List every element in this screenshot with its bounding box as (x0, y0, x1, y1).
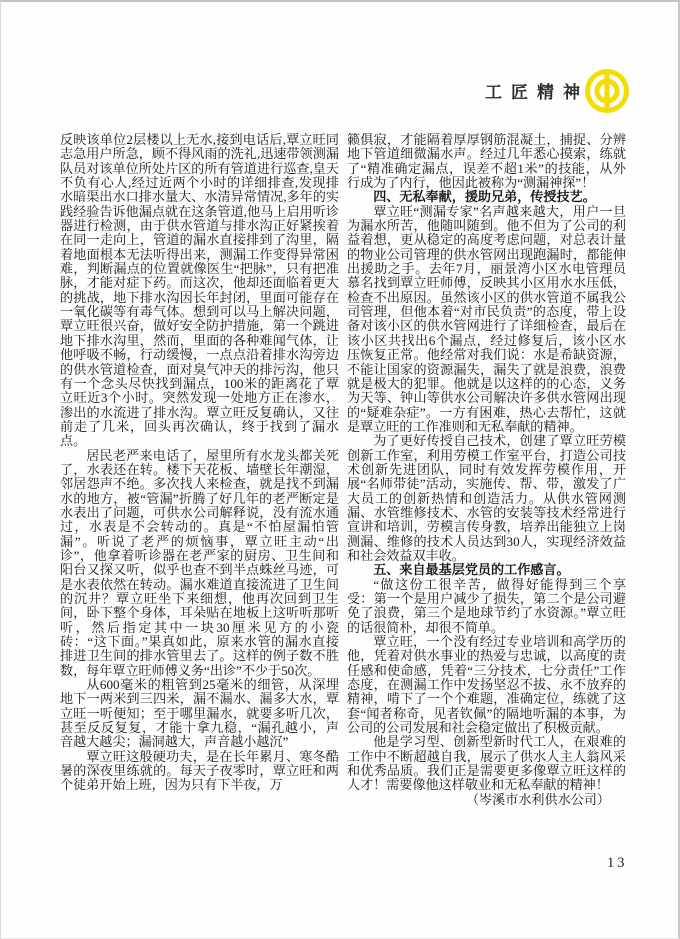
page-header-title: 工匠精神 (485, 83, 589, 102)
section-heading: 四、无私奉献，援助兄弟，传授技艺。 (373, 189, 596, 205)
column-left (60, 133, 339, 833)
body-paragraph: 覃立旺“测漏专家”名声越来越大，用户一旦为漏水所苦，他随叫随到。他不但为了公司的利益着想，更从稳定的高度考虑问题，对总表计量的物业公司管理的供水管网出现跑漏时，都能伸出援助之手。去年7月，丽景湾小区水电管理员慕名找到覃立旺师傅，反映其小区用水水压低，检查不出原因。虽然该小区的供水管道不属我公司管理，但他本着“对市民负责”的态度，带上设备对该小区的供水管网进行了详细检查，最后在该小区共找出6个漏点，经过修复后，该小区水压恢复正常。他经常对我们说：水是希缺资源，不能让国家的资源漏失，漏失了就是浪费，浪费就是极大的犯罪。他就是以这样的的心态，义务为天等、钟山等供水公司解决许多供水管网出现的“疑难杂症”。一方有困难，热心去帮忙，这就是覃立旺的工作准则和无私奉献的精神。 (347, 203, 626, 434)
body-paragraph: 为了更好传授自己技术，创建了覃立旺劳模创新工作室，利用劳模工作室平台，打造公司技术创新先进团队，同时有效发挥劳模作用，开展“名师带徒”活动，实施传、帮、带，激发了广大员工的创新热情和创造活力。从供水管网测漏、水管维修技术、水管的安装等技术经常进行宣讲和培训，劳模言传身教，培养出能独立上岗测漏、维修的技术人员达到30人，实现经济效益和社会效益双丰收。 (347, 433, 626, 563)
section-heading: 五、来自最基层党员的工作感言。 (373, 562, 570, 578)
body-paragraph: 籁俱寂，才能隔着厚厚钢筋混凝土，捕捉、分辨地下管道细微漏水声。经过几年悉心摸索，练就了“精准确定漏点，误差不超1米”的技能，从外行成为了内行，他因此被称为“测漏神探”！ (347, 133, 626, 191)
page-number: 13 (607, 855, 628, 871)
trade-union-emblem-icon (584, 68, 630, 114)
signature-line: （岑溪市水利供水公司） (465, 791, 610, 807)
body-paragraph: 居民老严来电话了，屋里所有水龙头都关死了，水表还在转。楼下天花板、墙壁长年潮湿，邻居怨声不绝。多次找人来检查，就是找不到漏水的地方，被“管漏”折腾了好几年的老严断定是水表出了问题，可供水公司解释说，没有流水通过，水表是不会转动的。真是“不怕屋漏怕管漏”。听说了老严的烦恼事，覃立旺主动“出诊”，他拿着听诊器在老严家的厨房、卫生间和阳台又探又听，似乎也查不到半点蛛丝马迹，可是水表依然在转动。漏水难道直接流进了卫生间的沉井？覃立旺坐下来细想，他再次回到卫生间，卧下整个身体，耳朵贴在地板上这听听那听听，然后指定其中一块30厘米见方的小瓷砖：“这下面。”果真如此，原来水管的漏水直接排进卫生间的排水管里去了。这样的例子数不胜数，每年覃立旺师傅义务“出诊”不少于50次。 (60, 447, 339, 678)
body-paragraph: 覃立旺这般硬功夫，是在长年累月、寒冬酷暑的深夜里练就的。每天子夜零时，覃立旺和两个徒弟开始上班，因为只有下半夜，万 (60, 748, 339, 793)
body-paragraph: 覃立旺，一个没有经过专业培训和高学历的他，凭着对供水事业的热爱与忠诚，以高度的责任感和使命感，凭着“三分技术，七分责任”工作态度，在测漏工作中发扬坚忍不拔、永不放弃的精神，啃下了一个个难题，准确定位，练就了这套“闻者称奇，见者钦佩”的隔地听漏的本事，为公司的公司发展和社会稳定做出了积极贡献。 (347, 634, 626, 736)
body-paragraph: 从600毫米的粗管到25毫米的细管，从深埋地下一两米到三四米，漏不漏水、漏多大水，覃立旺一听便知；至于哪里漏水，就要多听几次，甚至反反复复，才能十拿九稳，“漏孔越小，声音越大越尖；漏洞越大，声音越小越沉” (60, 677, 339, 750)
body-paragraph: 他是学习型、创新型新时代工人，在艰难的工作中不断超越自我，展示了供水人主人翁风采和优秀品质。我们正是需要更多像覃立旺这样的人才！需要像他这样敬业和无私奉献的精神！ (347, 734, 626, 793)
column-right (347, 133, 626, 833)
body-paragraph: “做这份工很辛苦，做得好能得到三个享受：第一个是用户减少了损失，第二个是公司避免了浪费，第三个是地球节约了水资源。”覃立旺的话很简朴，却很不简单。 (347, 576, 626, 635)
body-paragraph: 反映该单位2层楼以上无水,接到电话后,覃立旺同志急用户所急，顾不得风雨的洗礼,迅速带领测漏队员对该单位所处片区的所有管道进行巡查,皇天不负有心人,经过近两个小时的详细排查,发现排水暗渠出水口排水量大、水清异常情况,多年的实践经验告诉他漏点就在这条管道,他马上启用听诊器进行检测，由于供水管道与排水沟正好紧挨着在同一走向上，管道的漏水直接排到了沟里，隔着地面根本无法听得出来，测漏工作变得异常困难，判断漏点的位置就像医生“把脉”，只有把准脉，才能对症下药。而这次，他却还面临着更大的挑战，地下排水沟因长年封闭，里面可能存在一氧化碳等有毒气体。想到可以马上解决问题，覃立旺很兴奋，做好安全防护措施，第一个跳进地下排水沟里，然而，里面的各种难闻气体，让他呼吸不畅，行动缓慢，一点点沿着排水沟旁边的供水管道检查，面对臭气冲天的排污沟，他只有一个念头尽快找到漏点，100米的距离花了覃立旺近3个小时。突然发现一处地方正在渗水，渗出的水流进了排水沟。覃立旺反复确认，又往前走了几米，回头再次确认，终于找到了漏水点。 (60, 133, 339, 449)
